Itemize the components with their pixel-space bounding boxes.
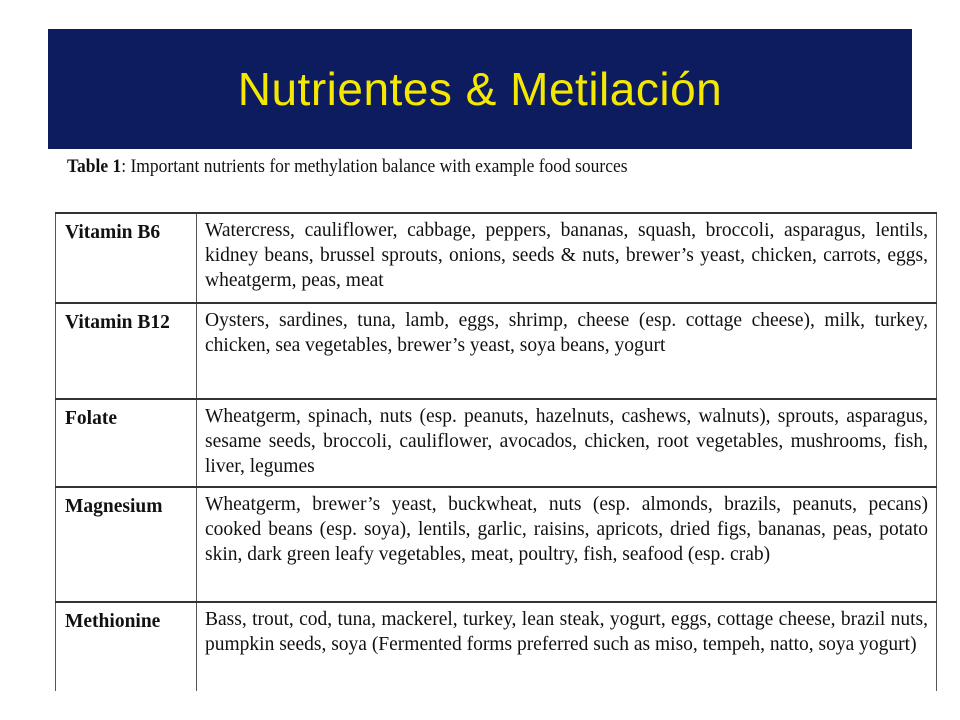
table-row <box>56 602 937 691</box>
caption-text: : Important nutrients for methylation balance with example food sources <box>121 156 628 177</box>
nutrient-name: Magnesium <box>56 487 197 602</box>
table-row <box>56 399 937 487</box>
table-row <box>56 213 937 303</box>
caption-label: Table 1 <box>67 156 122 177</box>
table-row <box>56 487 937 602</box>
table-caption <box>67 156 628 178</box>
nutrient-name: Vitamin B6 <box>56 213 197 303</box>
food-sources: Watercress, cauliflower, cabbage, peppers, bananas, squash, broccoli, asparagus, lentils, kidney beans, brussel sprouts, onions, seeds & nuts, brewer’s yeast, chicken, carrots, eggs, wheatgerm, peas, meat <box>197 213 937 303</box>
food-sources: Wheatgerm, brewer’s yeast, buckwheat, nuts (esp. almonds, brazils, peanuts, pecans) cooked beans (esp. soya), lentils, garlic, raisins, apricots, dried figs, bananas, peas, potato skin, dark green leafy vegetables, meat, poultry, fish, seafood (esp. crab) <box>197 487 937 602</box>
nutrient-name: Vitamin B12 <box>56 303 197 399</box>
table-row <box>56 303 937 399</box>
nutrient-name: Folate <box>56 399 197 487</box>
food-sources: Wheatgerm, spinach, nuts (esp. peanuts, hazelnuts, cashews, walnuts), sprouts, asparagus, sesame seeds, broccoli, cauliflower, avocados, chicken, root vegetables, mushrooms, fish, liver, legumes <box>197 399 937 487</box>
title-banner <box>48 29 912 149</box>
food-sources: Oysters, sardines, tuna, lamb, eggs, shrimp, cheese (esp. cottage cheese), milk, turkey, chicken, sea vegetables, brewer’s yeast, soya beans, yogurt <box>197 303 937 399</box>
food-sources: Bass, trout, cod, tuna, mackerel, turkey, lean steak, yogurt, eggs, cottage cheese, brazil nuts, pumpkin seeds, soya (Fermented forms preferred such as miso, tempeh, natto, soya yogurt) <box>197 602 937 691</box>
nutrients-table <box>55 212 937 691</box>
nutrient-name: Methionine <box>56 602 197 691</box>
slide-title: Nutrientes & Metilación <box>237 63 723 115</box>
